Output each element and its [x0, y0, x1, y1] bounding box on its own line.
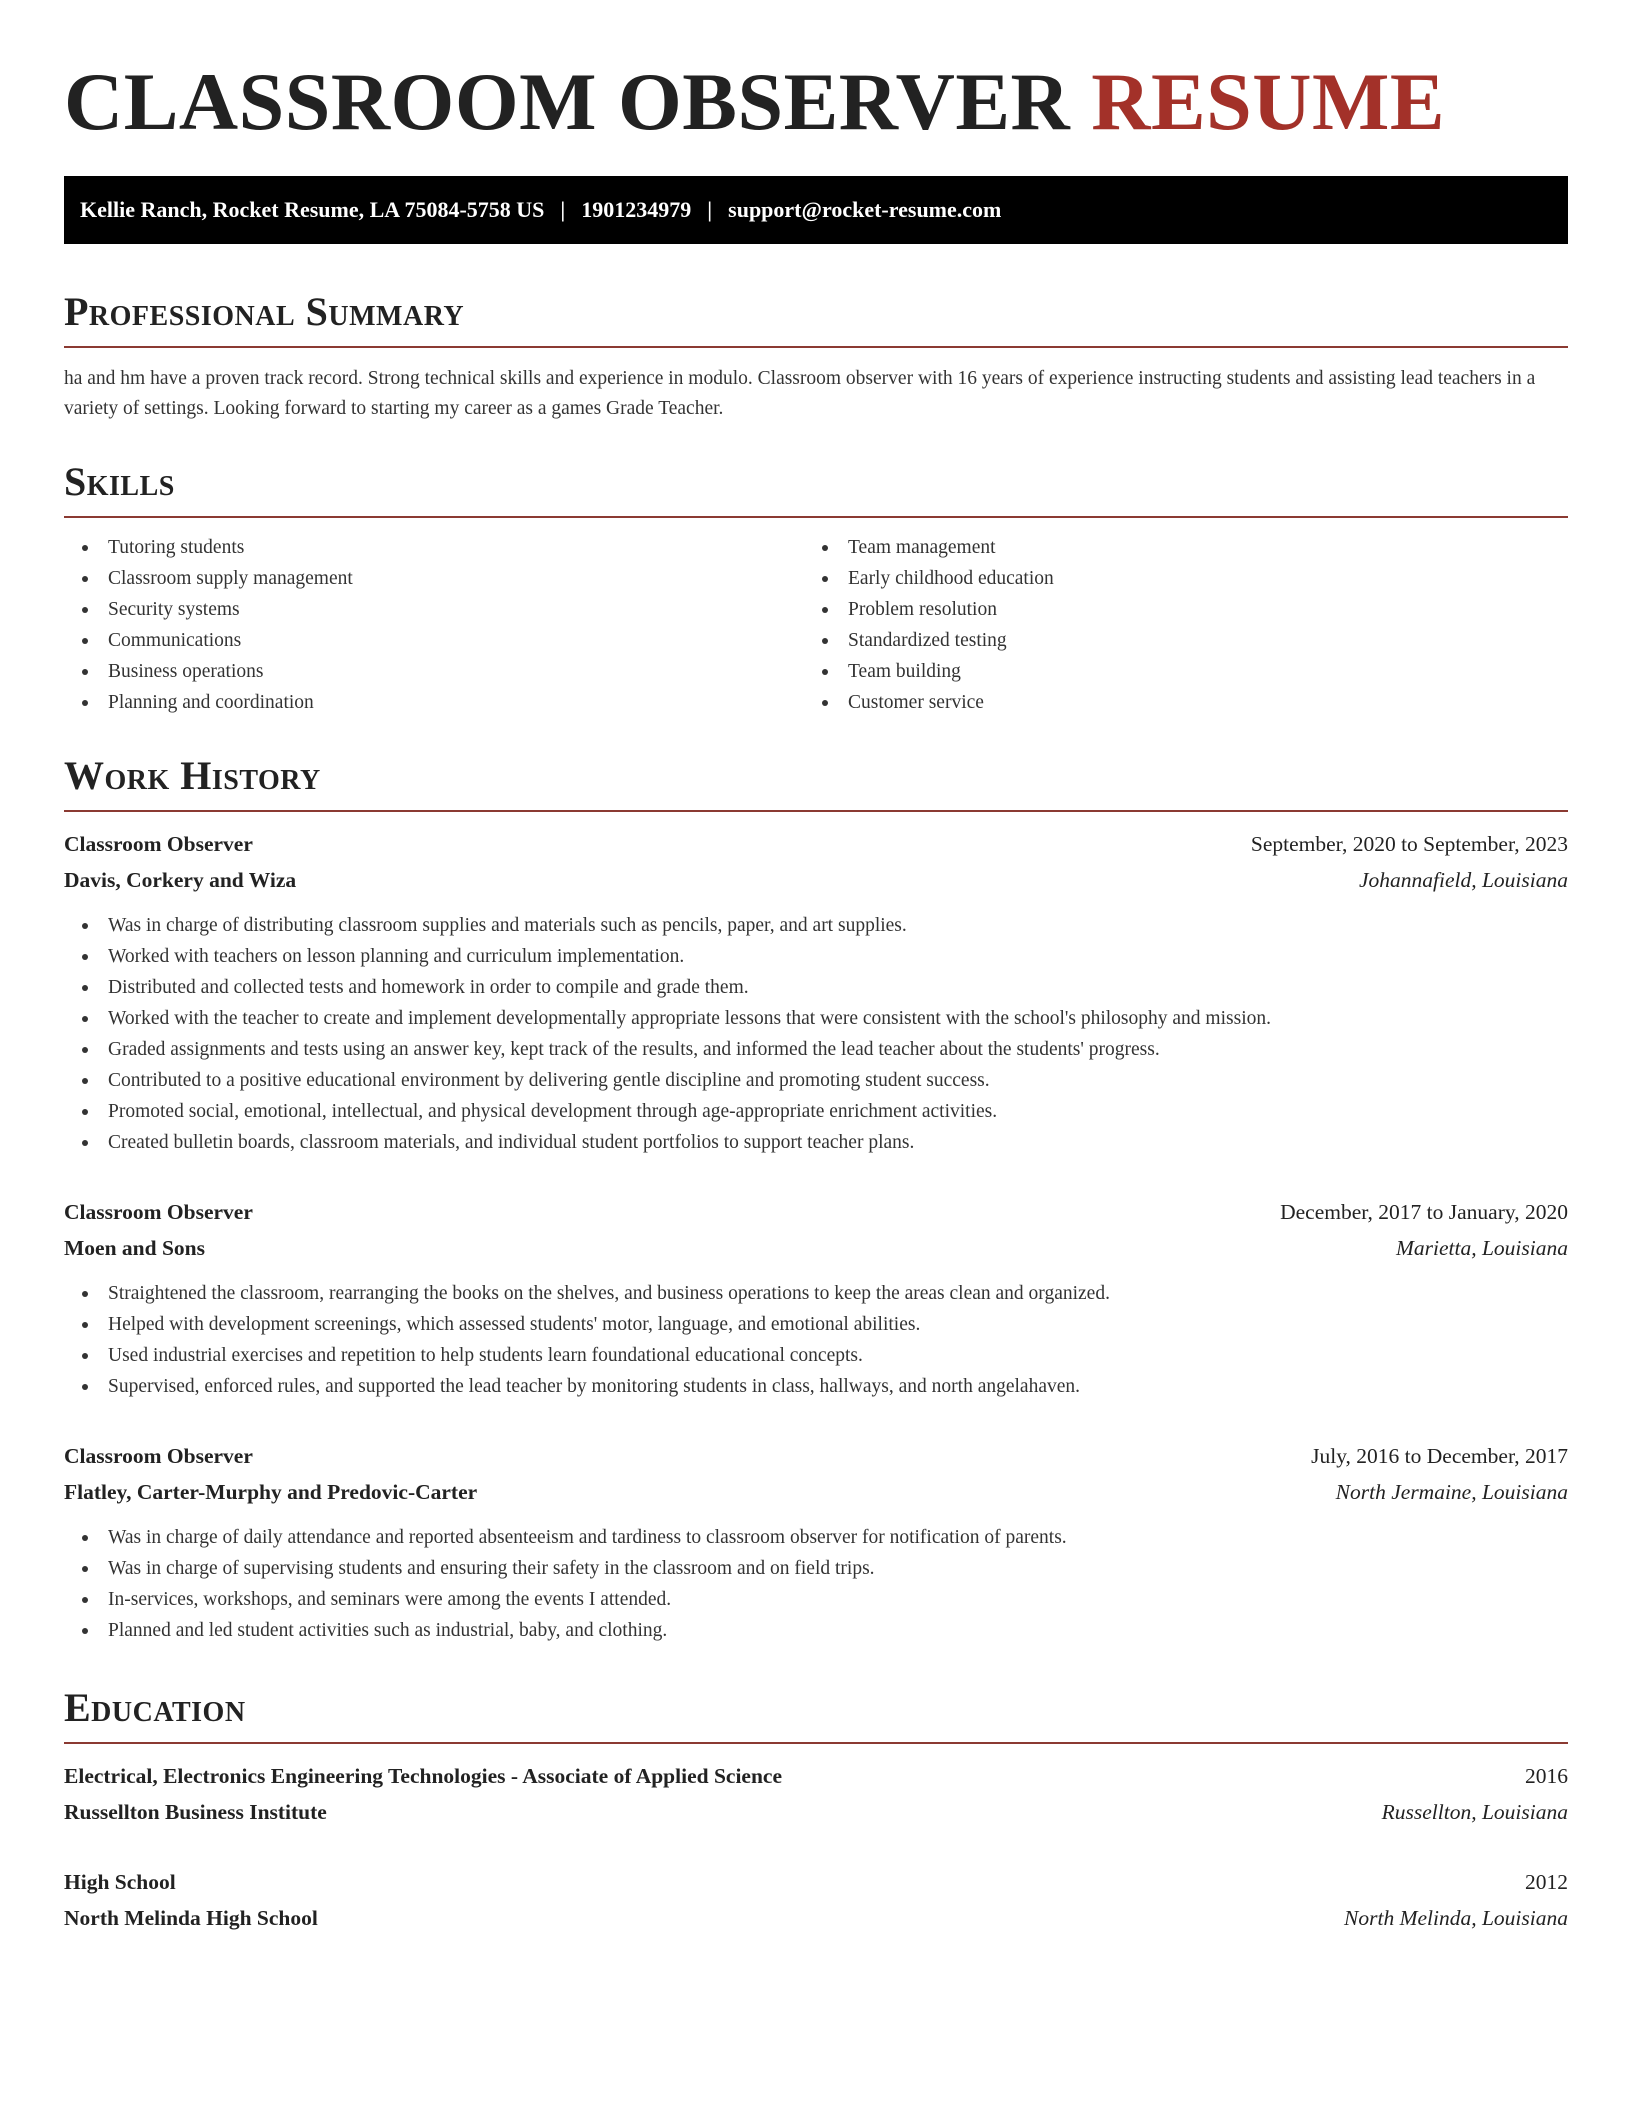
job-head-row: [64, 1438, 1568, 1474]
education-entry: [64, 1864, 1568, 1936]
job-entry: [64, 826, 1568, 1158]
job-location: Johannafield, Louisiana: [1358, 868, 1568, 892]
title-main: CLASSROOM OBSERVER: [64, 56, 1071, 147]
job-bullets: [64, 910, 1568, 1158]
skills-list-left: [64, 532, 804, 718]
job-company: Moen and Sons: [64, 1236, 205, 1260]
section-divider: [64, 516, 1568, 518]
job-bullet: In-services, workshops, and seminars were among the events I attended.: [64, 1584, 1568, 1615]
skill-item: Customer service: [804, 687, 1544, 718]
job-location: North Jermaine, Louisiana: [1335, 1480, 1568, 1504]
education-section: [64, 1682, 1568, 1936]
job-bullet: Used industrial exercises and repetition to help students learn foundational educational concepts.: [64, 1340, 1568, 1371]
job-dates: September, 2020 to September, 2023: [1250, 832, 1568, 856]
job-company-row: [64, 1474, 1568, 1510]
job-bullet: Was in charge of supervising students and ensuring their safety in the classroom and on field trips.: [64, 1553, 1568, 1584]
education-degree-row: [64, 1864, 1568, 1900]
job-bullet: Worked with the teacher to create and implement developmentally appropriate lessons that were consistent with the school's philosophy and mission.: [64, 1003, 1568, 1034]
job-company-row: [64, 1230, 1568, 1266]
education-location: North Melinda, Louisiana: [1344, 1906, 1568, 1930]
skill-item: Planning and coordination: [64, 687, 804, 718]
skill-item: Tutoring students: [64, 532, 804, 563]
education-entry: [64, 1758, 1568, 1830]
education-year: 2016: [1525, 1764, 1568, 1788]
skill-item: Communications: [64, 625, 804, 656]
skill-item: Early childhood education: [804, 563, 1544, 594]
contact-separator: |: [707, 197, 713, 222]
job-company: Davis, Corkery and Wiza: [64, 868, 297, 892]
job-location: Marietta, Louisiana: [1395, 1236, 1568, 1260]
job-bullets: [64, 1522, 1568, 1646]
job-bullet: Was in charge of distributing classroom supplies and materials such as pencils, paper, and art supplies.: [64, 910, 1568, 941]
job-entry: [64, 1438, 1568, 1646]
job-dates: July, 2016 to December, 2017: [1311, 1444, 1568, 1468]
summary-text: ha and hm have a proven track record. Strong technical skills and experience in modulo. Classroom observer with 16 years of experience instructing students and assisting lead teachers in a variety of settings. Looking forward to starting my career as a games Grade Teacher.: [64, 368, 1536, 419]
summary-section: [64, 286, 1568, 424]
job-bullet: Straightened the classroom, rearranging the books on the shelves, and business operations to keep the areas clean and organized.: [64, 1278, 1568, 1309]
contact-email[interactable]: support@rocket-resume.com: [728, 197, 1002, 222]
skill-item: Standardized testing: [804, 625, 1544, 656]
job-bullets: [64, 1278, 1568, 1402]
education-degree: High School: [64, 1870, 176, 1894]
job-role: Classroom Observer: [64, 1200, 253, 1224]
job-company-row: [64, 862, 1568, 898]
education-degree: Electrical, Electronics Engineering Technologies - Associate of Applied Science: [64, 1764, 783, 1788]
job-bullet: Worked with teachers on lesson planning and curriculum implementation.: [64, 941, 1568, 972]
work-history-heading: Work History: [64, 753, 321, 798]
education-degree-row: [64, 1758, 1568, 1794]
job-bullet: Graded assignments and tests using an answer key, kept track of the results, and informed the lead teacher about the students' progress.: [64, 1034, 1568, 1065]
education-location: Russellton, Louisiana: [1381, 1800, 1568, 1824]
job-bullet: Contributed to a positive educational environment by delivering gentle discipline and promoting student success.: [64, 1065, 1568, 1096]
education-school: Russellton Business Institute: [64, 1800, 327, 1824]
contact-phone: 1901234979: [581, 197, 692, 222]
job-role: Classroom Observer: [64, 832, 253, 856]
skill-item: Team management: [804, 532, 1544, 563]
title-accent: RESUME: [1091, 56, 1446, 147]
contact-separator: |: [560, 197, 566, 222]
job-role: Classroom Observer: [64, 1444, 253, 1468]
skills-list-right: [804, 532, 1544, 718]
skill-item: Problem resolution: [804, 594, 1544, 625]
job-company: Flatley, Carter-Murphy and Predovic-Carter: [64, 1480, 478, 1504]
skill-item: Classroom supply management: [64, 563, 804, 594]
job-bullet: Helped with development screenings, which assessed students' motor, language, and emotional abilities.: [64, 1309, 1568, 1340]
job-dates: December, 2017 to January, 2020: [1280, 1200, 1568, 1224]
resume-title: [64, 52, 1445, 152]
skill-item: Business operations: [64, 656, 804, 687]
education-school-row: [64, 1794, 1568, 1830]
job-bullet: Was in charge of daily attendance and reported absenteeism and tardiness to classroom observer for notification of parents.: [64, 1522, 1568, 1553]
job-bullet: Created bulletin boards, classroom materials, and individual student portfolios to support teacher plans.: [64, 1127, 1568, 1158]
summary-heading: Professional Summary: [64, 289, 465, 334]
skills-columns: [64, 532, 1568, 718]
job-bullet: Distributed and collected tests and homework in order to compile and grade them.: [64, 972, 1568, 1003]
contact-bar: [64, 176, 1568, 244]
education-heading: Education: [64, 1685, 246, 1730]
skill-item: Team building: [804, 656, 1544, 687]
education-year: 2012: [1525, 1870, 1568, 1894]
section-divider: [64, 810, 1568, 812]
job-head-row: [64, 826, 1568, 862]
contact-address: Kellie Ranch, Rocket Resume, LA 75084-5758 US: [80, 197, 545, 222]
skill-item: Security systems: [64, 594, 804, 625]
skills-section: [64, 456, 1568, 718]
education-school: North Melinda High School: [64, 1906, 318, 1930]
education-school-row: [64, 1900, 1568, 1936]
job-head-row: [64, 1194, 1568, 1230]
work-history-section: [64, 750, 1568, 1646]
job-entry: [64, 1194, 1568, 1402]
job-bullet: Promoted social, emotional, intellectual, and physical development through age-appropriate enrichment activities.: [64, 1096, 1568, 1127]
job-bullet: Supervised, enforced rules, and supported the lead teacher by monitoring students in class, hallways, and north angelahaven.: [64, 1371, 1568, 1402]
job-bullet: Planned and led student activities such as industrial, baby, and clothing.: [64, 1615, 1568, 1646]
section-divider: [64, 1742, 1568, 1744]
section-divider: [64, 346, 1568, 348]
skills-heading: Skills: [64, 459, 175, 504]
